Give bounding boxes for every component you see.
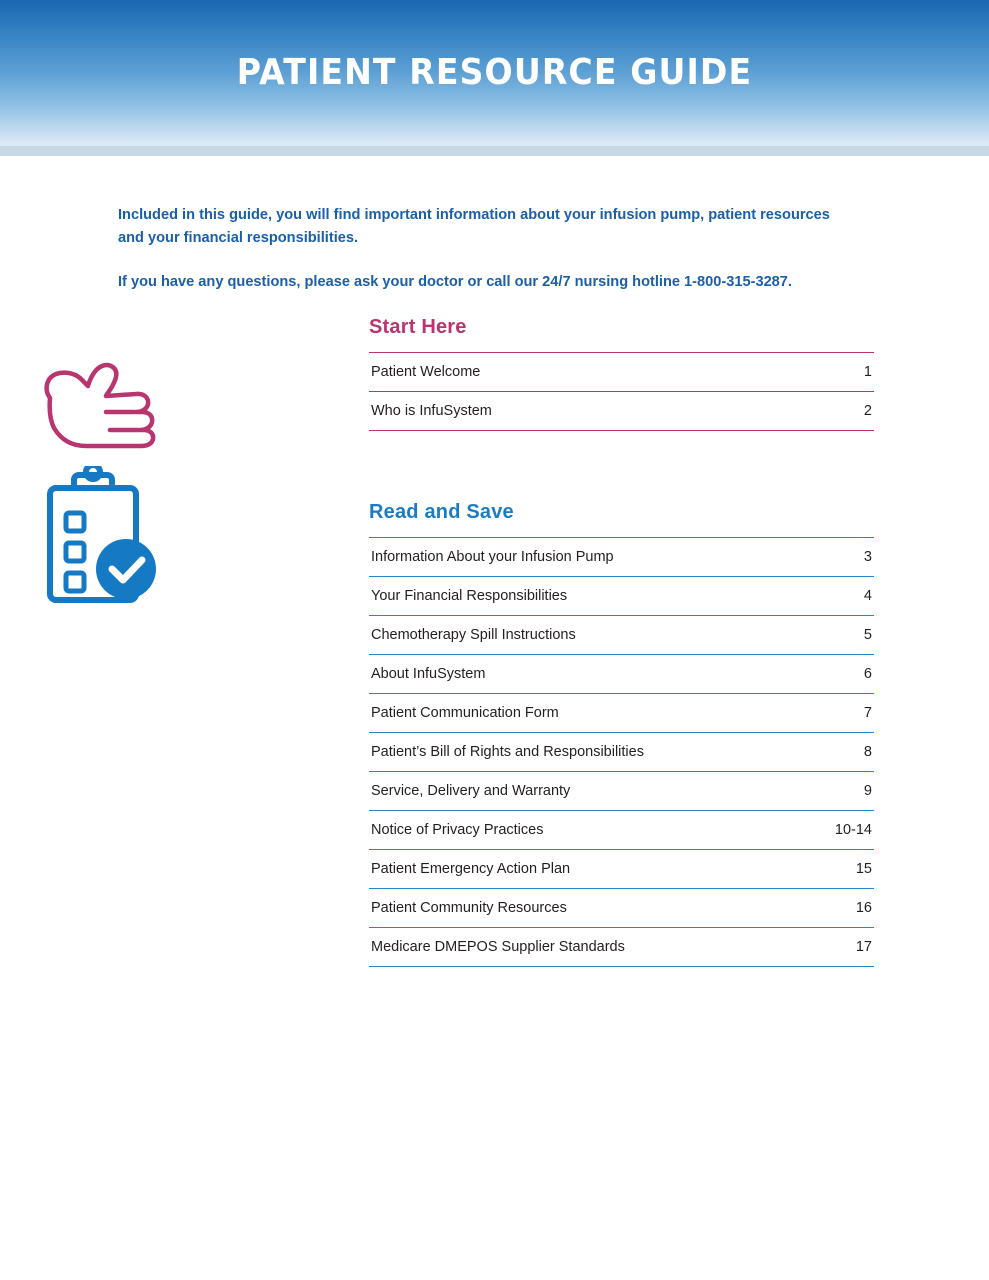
- header-divider: [0, 146, 989, 156]
- toc-item-title: About InfuSystem: [371, 665, 486, 682]
- toc-item-page: 16: [855, 899, 872, 916]
- intro-paragraph-1: [118, 204, 858, 249]
- toc-item-title: Information About your Infusion Pump: [371, 548, 614, 565]
- toc-row[interactable]: [369, 810, 874, 849]
- toc-row[interactable]: [369, 732, 874, 771]
- toc-item-title: Medicare DMEPOS Supplier Standards: [371, 938, 625, 955]
- toc-row[interactable]: [369, 537, 874, 576]
- toc-row[interactable]: [369, 352, 874, 391]
- toc-item-page: 17: [855, 938, 872, 955]
- toc-row[interactable]: [369, 888, 874, 927]
- toc-content: [0, 316, 989, 967]
- toc-item-page: 8: [863, 743, 872, 760]
- toc-item-page: 10-14: [834, 821, 872, 838]
- section-start-here: [118, 316, 989, 431]
- section-read-and-save: [118, 501, 989, 967]
- toc-item-page: 4: [863, 587, 872, 604]
- toc-item-title: Notice of Privacy Practices: [371, 821, 544, 838]
- intro-block: [118, 204, 858, 294]
- toc-item-title: Your Financial Responsibilities: [371, 587, 568, 604]
- toc-item-title: Chemotherapy Spill Instructions: [371, 626, 576, 643]
- intro-bold-infusion-pump: infusion pump,: [599, 207, 705, 223]
- section-heading-read-and-save: Read and Save: [369, 500, 514, 523]
- toc-item-page: 6: [863, 665, 872, 682]
- toc-item-page: 15: [855, 860, 872, 877]
- toc-item-page: 7: [863, 704, 872, 721]
- toc-row[interactable]: [369, 927, 874, 967]
- toc-item-title: Who is InfuSystem: [371, 402, 492, 419]
- toc-item-page: 5: [863, 626, 872, 643]
- toc-item-page: 1: [863, 363, 872, 380]
- toc-item-title: Service, Delivery and Warranty: [371, 782, 571, 799]
- intro-bold-patient-resources: patient resources: [708, 207, 830, 223]
- toc-list-read-and-save: [369, 537, 874, 967]
- section-heading-start-here: Start Here: [369, 315, 467, 338]
- toc-item-page: 2: [863, 402, 872, 419]
- toc-item-page: 3: [863, 548, 872, 565]
- toc-row[interactable]: [369, 615, 874, 654]
- page-header-banner: [0, 0, 989, 146]
- toc-row[interactable]: [369, 576, 874, 615]
- toc-item-title: Patient Community Resources: [371, 899, 567, 916]
- toc-row[interactable]: [369, 693, 874, 732]
- intro-paragraph-2: If you have any questions, please ask your doctor or call our 24/7 nursing hotline 1-800-315-3287.: [118, 274, 792, 291]
- toc-item-page: 9: [863, 782, 872, 799]
- toc-row[interactable]: [369, 849, 874, 888]
- toc-item-title: Patient Welcome: [371, 363, 481, 380]
- toc-list-start-here: [369, 352, 874, 431]
- intro-text-mid: and: [118, 229, 148, 246]
- intro-bold-financial: your financial responsibilities.: [148, 229, 359, 246]
- intro-text-1: Included in this guide, you will find important information about your: [118, 207, 600, 223]
- toc-item-title: Patient Communication Form: [371, 704, 559, 721]
- toc-row[interactable]: [369, 391, 874, 431]
- toc-row[interactable]: [369, 771, 874, 810]
- toc-row[interactable]: [369, 654, 874, 693]
- toc-item-title: Patient’s Bill of Rights and Responsibilities: [371, 743, 644, 760]
- page-title: PATIENT RESOURCE GUIDE: [236, 52, 753, 93]
- toc-item-title: Patient Emergency Action Plan: [371, 860, 571, 877]
- section-spacer: [118, 471, 989, 501]
